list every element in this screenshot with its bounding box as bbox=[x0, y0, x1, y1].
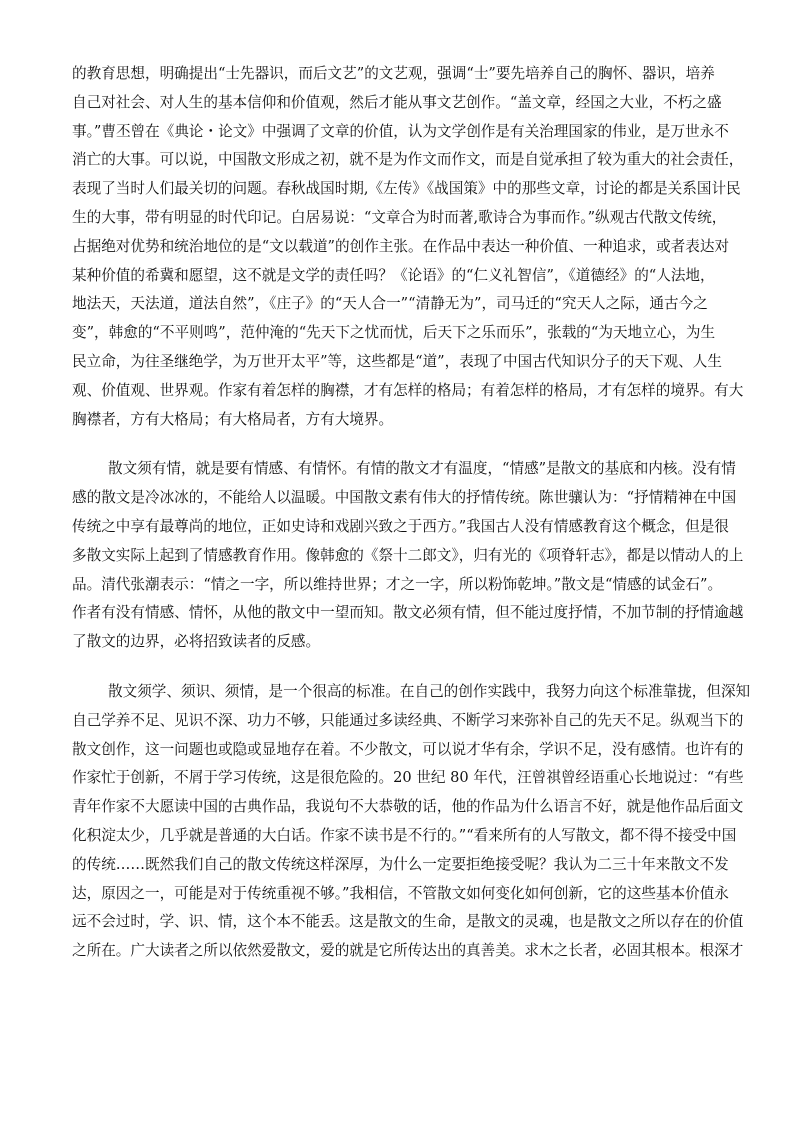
paragraph-3 bbox=[72, 678, 751, 966]
text-line: 地法天，天法道，道法自然”，《庄子》的“天人合一”“清静无为”，司马迁的“究天人之际，通古今之 bbox=[72, 295, 708, 313]
text-line: 某种价值的希冀和愿望，这不就是文学的责任吗？《论语》的“仁义礼智信”，《道德经》的“人法地， bbox=[72, 266, 715, 284]
text-line bbox=[72, 455, 736, 484]
text-line: 了散文的边界，必将招致读者的反感。 bbox=[72, 633, 321, 651]
text-line bbox=[72, 678, 751, 707]
text-line: 变”，韩愈的“不平则鸣”，范仲淹的“先天下之忧而忧，后天下之乐而乐”，张载的“为天地立心，为生 bbox=[72, 324, 716, 342]
text-line: 青年作家不大愿读中国的古典作品，我说句不大恭敬的话，他的作品为什么语言不好，就是他作品后面文 bbox=[72, 798, 744, 816]
paragraph-2 bbox=[72, 455, 744, 657]
text-line: 之所在。广大读者之所以依然爱散文，爱的就是它所传达出的真善美。求木之长者，必固其根本。根深才 bbox=[72, 942, 744, 960]
text-line: 消亡的大事。可以说，中国散文形成之初，就不是为作文而作文，而是自觉承担了较为重大的社会责任， bbox=[72, 151, 744, 169]
text-line: 生的大事，带有明显的时代印记。白居易说：“文章合为时而著,歌诗合为事而作。”纵观古代散文传统， bbox=[72, 208, 727, 226]
text-line: 感的散文是冷冰冰的，不能给人以温暖。中国散文素有伟大的抒情传统。陈世骧认为：“抒情精神在中国 bbox=[72, 489, 737, 507]
text-line: 自己学养不足、见识不深、功力不够，只能通过多读经典、不断学习来弥补自己的先天不足。纵观当下的 bbox=[72, 711, 744, 729]
text-line: 胸襟者，方有大格局；有大格局者，方有大境界。 bbox=[72, 410, 394, 428]
line-text: 散文须学、须识、须情，是一个很高的标准。在自己的创作实践中，我努力向这个标准靠拢，但深知 bbox=[108, 682, 751, 700]
paragraph-1 bbox=[72, 60, 744, 434]
text-line: 化积淀太少，几乎就是普通的大白话。作家不读书是不行的。”“看来所有的人写散文，都不得不接受中国 bbox=[72, 826, 737, 844]
text-line: 达，原因之一，可能是对于传统重视不够。”我相信，不管散文如何变化如何创新，它的这些基本价值永 bbox=[72, 884, 729, 902]
text-line: 作家忙于创新，不屑于学习传统，这是很危险的。20 世纪 80 年代，汪曾祺曾经语重心长地说过：“有些 bbox=[72, 769, 744, 787]
text-line: 多散文实际上起到了情感教育作用。像韩愈的《祭十二郎文》，归有光的《项脊轩志》，都是以情动人的上 bbox=[72, 546, 744, 564]
text-line: 作者有没有情感、情怀，从他的散文中一望而知。散文必须有情，但不能过度抒情，不加节制的抒情逾越 bbox=[72, 604, 744, 622]
text-line: 散文创作，这一问题也或隐或显地存在着。不少散文，可以说才华有余，学识不足，没有感情。也许有的 bbox=[72, 740, 744, 758]
line-text: 散文须有情，就是要有情感、有情怀。有情的散文才有温度，“情感”是散文的基底和内核。没有情 bbox=[108, 460, 736, 478]
text-line: 表现了当时人们最关切的问题。春秋战国时期,《左传》《战国策》中的那些文章，讨论的都是关系国计民 bbox=[72, 180, 741, 198]
text-line: 占据绝对优势和统治地位的是“文以载道”的创作主张。在作品中表达一种价值、一种追求，或者表达对 bbox=[72, 237, 730, 255]
text-line: 民立命，为往圣继绝学，为万世开太平”等，这些都是“道”，表现了中国古代知识分子的天下观、人生 bbox=[72, 352, 722, 370]
text-line: 事。”曹丕曾在《典论・论文》中强调了文章的价值，认为文学创作是有关治理国家的伟业，是万世永不 bbox=[72, 122, 729, 140]
document-page bbox=[72, 60, 751, 987]
text-line: 的传统……既然我们自己的散文传统这样深厚，为什么一定要拒绝接受呢？我认为二三十年来散文不发 bbox=[72, 855, 729, 873]
text-line: 品。清代张潮表示：“情之一字，所以维持世界；才之一字，所以粉饰乾坤。”散文是“情感的试金石”。 bbox=[72, 575, 723, 593]
text-line: 观、价值观、世界观。作家有着怎样的胸襟，才有怎样的格局；有着怎样的格局，才有怎样的境界。有大 bbox=[72, 381, 744, 399]
text-line: 远不会过时，学、识、情，这个本不能丢。这是散文的生命，是散文的灵魂，也是散文之所以存在的价值 bbox=[72, 913, 744, 931]
text-line: 自己对社会、对人生的基本信仰和价值观，然后才能从事文艺创作。“盖文章，经国之大业，不朽之盛 bbox=[72, 93, 722, 111]
text-line: 传统之中享有最尊尚的地位，正如史诗和戏剧兴致之于西方。”我国古人没有情感教育这个概念，但是很 bbox=[72, 517, 729, 535]
text-line: 的教育思想，明确提出“士先器识，而后文艺”的文艺观，强调“士”要先培养自己的胸怀、器识，培养 bbox=[72, 65, 715, 82]
